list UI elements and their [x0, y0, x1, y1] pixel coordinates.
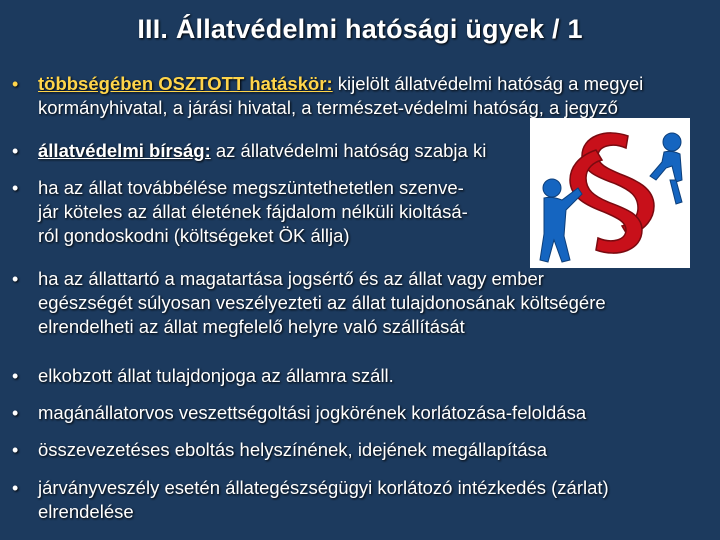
bullet-marker: • — [12, 74, 19, 94]
bullet-text-line: elrendelése — [38, 501, 134, 522]
bullet-item-osztott-hataskor — [12, 72, 644, 120]
bullet-text-line: ha az állat továbbélése megszüntethetetlen szenve- — [38, 177, 464, 198]
bullet-item-elkobzott-allat — [12, 364, 394, 388]
bullet-item-tovabbeles — [12, 176, 468, 248]
bullet-text-line: jár köteles az állat életének fájdalom nélküli kioltásá- — [38, 201, 468, 222]
paragraph-section-sign-with-figures-icon — [530, 118, 690, 268]
bullet-marker: • — [12, 366, 19, 386]
bullet-text-line: az állatvédelmi hatóság szabja ki — [210, 140, 487, 161]
bullet-text-line: járványveszély esetén állategészségügyi korlátozó intézkedés (zárlat) — [38, 477, 609, 498]
bullet-emphasis: állatvédelmi bírság: — [38, 140, 211, 161]
bullet-marker: • — [12, 141, 19, 161]
bullet-item-eboltas — [12, 438, 548, 462]
bullet-item-veszettsegoltas — [12, 401, 587, 425]
bullet-text-line: kijelölt állatvédelmi hatóság a megyei — [332, 73, 644, 94]
bullet-text-line: magánállatorvos veszettségoltási jogkörének korlátozása-feloldása — [38, 402, 587, 423]
bullet-item-allattarto-magatartas — [12, 267, 606, 339]
bullet-text-line: egészségét súlyosan veszélyezteti az állat tulajdonosának költségére — [38, 292, 606, 313]
bullet-item-allatvedelmi-birsag — [12, 139, 487, 163]
bullet-marker: • — [12, 178, 19, 198]
bullet-text-line: ról gondoskodni (költségeket ÖK állja) — [38, 225, 350, 246]
bullet-text-line: elkobzott állat tulajdonjoga az államra száll. — [38, 365, 394, 386]
bullet-text-line: elrendelheti az állat megfelelő helyre való szállítását — [38, 316, 465, 337]
bullet-emphasis: többségében OSZTOTT hatáskör: — [38, 73, 333, 94]
bullet-item-jarvanyveszely — [12, 476, 609, 524]
bullet-marker: • — [12, 269, 19, 289]
bullet-marker: • — [12, 478, 19, 498]
slide-title: III. Állatvédelmi hatósági ügyek / 1 — [137, 14, 583, 44]
bullet-text-line: összevezetéses eboltás helyszínének, idejének megállapítása — [38, 439, 548, 460]
bullet-text-line: ha az állattartó a magatartása jogsértő és az állat vagy ember — [38, 268, 544, 289]
bullet-marker: • — [12, 440, 19, 460]
bullet-marker: • — [12, 403, 19, 423]
bullet-text-line: kormányhivatal, a járási hivatal, a természet-védelmi hatóság, a jegyző — [38, 97, 618, 118]
